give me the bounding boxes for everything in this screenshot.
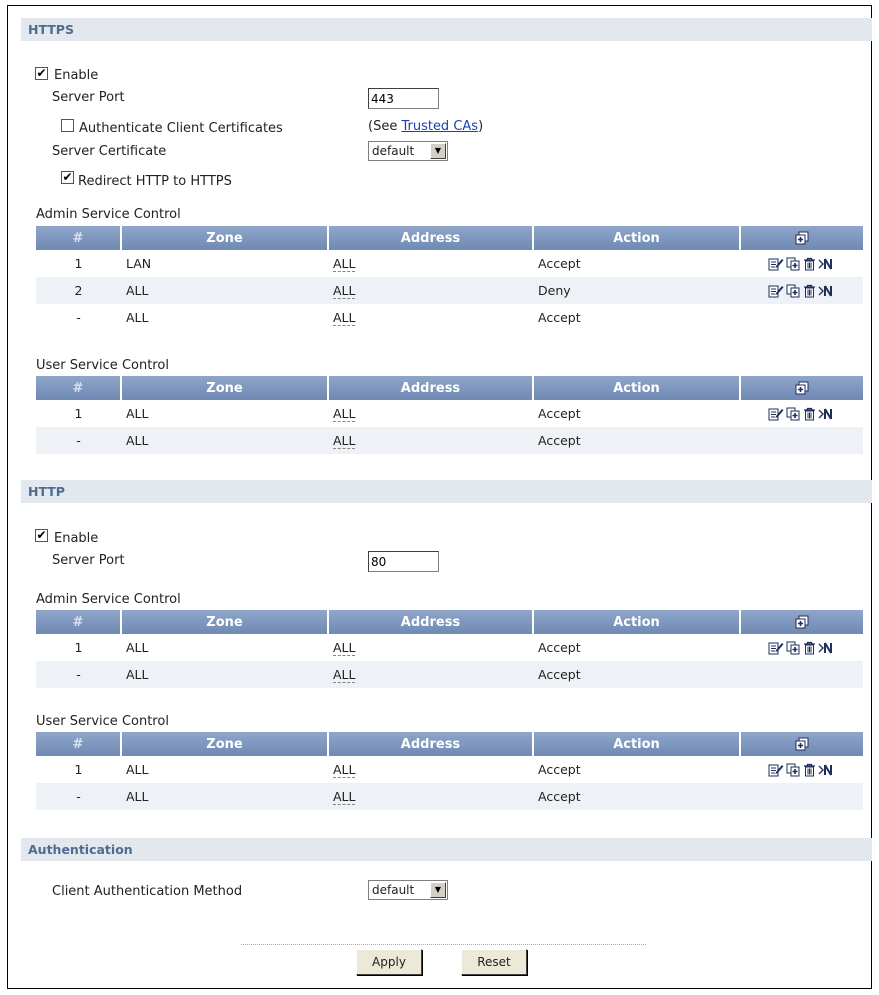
https-user-service-table [36,376,863,454]
row-action: Accept [533,661,740,688]
row-controls [740,277,863,304]
row-address-value[interactable]: ALL [333,283,356,298]
http-enable-label: Enable [54,531,99,546]
row-address [328,400,533,427]
https-user-service-control-title: User Service Control [36,358,169,373]
table-row[interactable] [36,783,863,810]
add-icon[interactable] [795,737,809,751]
chevron-down-icon: ▼ [430,143,446,159]
insert-icon[interactable] [786,641,801,655]
row-action: Accept [538,406,581,421]
http-admin-service-table [36,610,863,688]
http-section-header: HTTP [21,480,872,503]
trusted-cas-link[interactable]: Trusted CAs [401,119,479,134]
server-certificate-select[interactable] [368,141,448,161]
row-address [328,427,533,454]
table-header-row [36,226,863,250]
insert-icon[interactable] [786,763,801,777]
col-header-add [740,732,863,756]
insert-icon[interactable] [786,284,801,298]
col-header-add [740,376,863,400]
edit-icon[interactable] [768,407,784,421]
table-row[interactable] [36,277,863,304]
col-header-zone[interactable]: Zone [121,610,328,634]
col-header-zone[interactable]: Zone [121,226,328,250]
row-number: - [36,783,121,810]
delete-icon[interactable] [803,407,816,421]
chevron-down-icon: ▼ [430,882,446,898]
row-zone: ALL [126,310,149,325]
client-auth-method-select[interactable] [368,880,448,900]
https-admin-service-table [36,226,863,331]
row-address-value[interactable]: ALL [333,310,356,325]
row-zone: ALL [121,277,328,304]
http-user-service-control-title: User Service Control [36,714,169,729]
row-zone: ALL [121,661,328,688]
server-certificate-value: default [372,144,415,158]
row-address [328,661,533,688]
insert-icon[interactable] [786,257,801,271]
col-header-address[interactable]: Address [328,610,533,634]
https-server-port-input[interactable] [368,88,439,109]
table-row[interactable] [36,400,863,427]
client-auth-method-label: Client Authentication Method [52,884,243,899]
row-address-value[interactable]: ALL [333,406,356,421]
reset-button[interactable]: Reset [461,949,527,975]
row-controls [740,634,863,661]
row-action: Accept [538,310,581,325]
move-icon[interactable] [818,284,836,298]
move-icon[interactable] [818,641,836,655]
row-action: Accept [533,783,740,810]
http-enable-checkbox[interactable]: ✔ [36,528,47,542]
row-action: Accept [538,640,581,655]
row-number: - [36,661,121,688]
edit-icon[interactable] [768,257,784,271]
row-zone: ALL [126,762,149,777]
col-header-num: # [36,226,121,250]
col-header-zone[interactable]: Zone [121,732,328,756]
move-icon[interactable] [818,763,836,777]
https-enable-checkbox[interactable]: ✔ [36,66,47,80]
edit-icon[interactable] [768,284,784,298]
col-header-address[interactable]: Address [328,732,533,756]
edit-icon[interactable] [768,763,784,777]
row-action: Accept [538,256,581,271]
table-row[interactable] [36,250,863,277]
table-row[interactable] [36,661,863,688]
http-user-service-table [36,732,863,810]
row-controls [740,304,863,331]
row-number: - [76,310,81,325]
row-controls [740,783,863,810]
delete-icon[interactable] [803,641,816,655]
row-zone: ALL [126,640,149,655]
row-address-value[interactable]: ALL [333,789,356,804]
row-address [328,250,533,277]
row-controls [740,661,863,688]
col-header-num: # [36,610,121,634]
table-header-row [36,610,863,634]
row-address [328,277,533,304]
col-header-action[interactable]: Action [533,610,740,634]
row-address [328,756,533,783]
col-header-add [740,226,863,250]
row-address [328,634,533,661]
add-icon[interactable] [795,231,809,245]
authenticate-client-certs-label: Authenticate Client Certificates [79,121,283,136]
row-action: Deny [533,277,740,304]
col-header-address[interactable]: Address [328,226,533,250]
row-number: - [36,427,121,454]
table-row[interactable] [36,304,863,331]
redirect-http-label: Redirect HTTP to HTTPS [78,174,232,189]
row-address-value[interactable]: ALL [333,667,356,682]
http-server-port-label: Server Port [52,553,125,568]
https-admin-service-control-title: Admin Service Control [36,207,181,222]
table-header-row [36,732,863,756]
trusted-cas-note: (See Trusted CAs) [368,119,484,134]
button-divider [241,944,646,945]
col-header-num: # [36,376,121,400]
move-icon[interactable] [818,407,836,421]
row-number: 1 [74,406,83,421]
row-zone: ALL [121,783,328,810]
row-address [328,783,533,810]
client-auth-method-value: default [372,883,415,897]
delete-icon[interactable] [803,763,816,777]
table-row[interactable] [36,756,863,783]
row-controls [740,250,863,277]
edit-icon[interactable] [768,641,784,655]
row-action: Accept [533,427,740,454]
col-header-action[interactable]: Action [533,376,740,400]
row-number: 1 [74,256,83,271]
col-header-add [740,610,863,634]
http-admin-service-control-title: Admin Service Control [36,592,181,607]
row-controls [740,756,863,783]
http-server-port-input[interactable] [368,551,439,572]
row-zone: LAN [126,256,152,271]
row-zone: ALL [121,427,328,454]
col-header-num: # [36,732,121,756]
server-certificate-label: Server Certificate [52,144,167,159]
row-address-value[interactable]: ALL [333,762,356,777]
add-icon[interactable] [795,615,809,629]
col-header-action[interactable]: Action [533,226,740,250]
authenticate-client-certs-checkbox[interactable] [61,119,74,132]
row-zone: ALL [126,406,149,421]
row-number: 1 [74,762,83,777]
row-controls [740,427,863,454]
col-header-action[interactable]: Action [533,732,740,756]
insert-icon[interactable] [786,407,801,421]
https-server-port-label: Server Port [52,90,125,105]
table-row[interactable] [36,427,863,454]
col-header-address[interactable]: Address [328,376,533,400]
https-enable-label: Enable [54,68,99,83]
row-address-value[interactable]: ALL [333,433,356,448]
settings-panel [7,5,872,989]
row-address [328,304,533,331]
move-icon[interactable] [818,257,836,271]
https-section-header: HTTPS [21,18,872,41]
delete-icon[interactable] [803,284,816,298]
delete-icon[interactable] [803,257,816,271]
row-action: Accept [538,762,581,777]
add-icon[interactable] [795,381,809,395]
row-controls [740,400,863,427]
col-header-zone[interactable]: Zone [121,376,328,400]
authentication-section-header: Authentication [21,838,872,861]
table-header-row [36,376,863,400]
row-number: 1 [74,640,83,655]
row-address-value[interactable]: ALL [333,256,356,271]
apply-button[interactable]: Apply [356,949,422,975]
row-number: 2 [36,277,121,304]
row-address-value[interactable]: ALL [333,640,356,655]
table-row[interactable] [36,634,863,661]
redirect-http-checkbox[interactable]: ✔ [62,170,73,184]
